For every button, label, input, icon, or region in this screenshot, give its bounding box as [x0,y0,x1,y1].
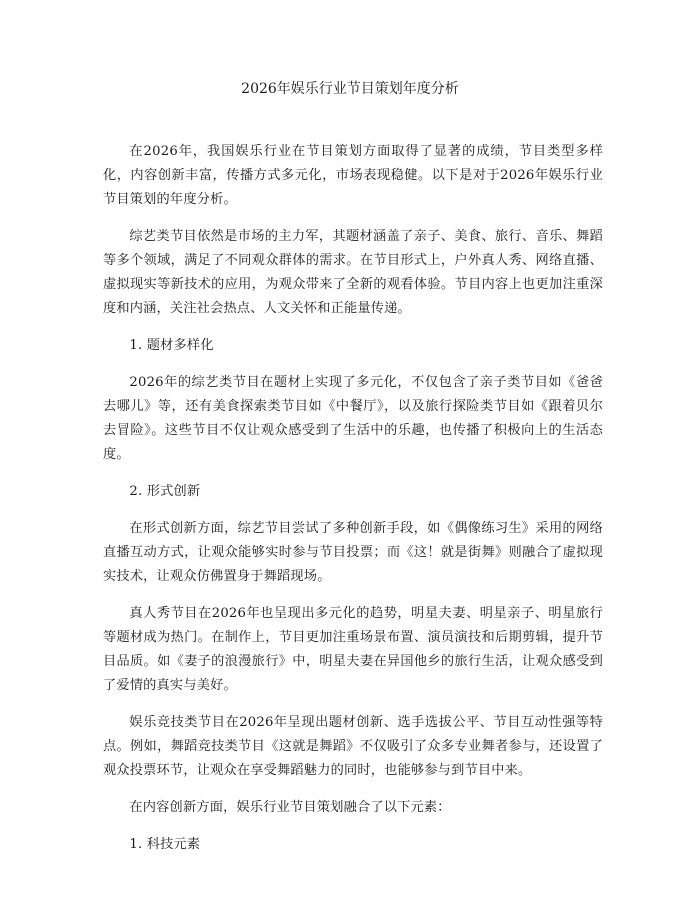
document-body [103,140,603,870]
section-heading-format-innovation: 2. 形式创新 [129,484,201,499]
paragraph-format-innovation: 在形式创新方面，综艺节目尝试了多种创新手段，如《偶像练习生》采用的网络直播互动方式，让观众能够实时参与节目投票；而《这！就是街舞》则融合了虚拟现实技术，让观众仿佛置身于舞蹈现场。 [103,521,603,584]
document-title: 2026年娱乐行业节目策划年度分析 [241,81,459,97]
paragraph-competition-shows: 娱乐竞技类节目在2026年呈现出题材创新、选手选拔公平、节目互动性强等特点。例如，舞蹈竞技类节目《这就是舞蹈》不仅吸引了众多专业舞者参与，还设置了观众投票环节，让观众在享受舞蹈魅力的同时，也能够参与到节目中来。 [103,715,603,778]
section-heading-theme-diversity: 1. 题材多样化 [129,338,214,353]
paragraph-reality-shows: 真人秀节目在2026年也呈现出多元化的趋势，明星夫妻、明星亲子、明星旅行等题材成为热门。在制作上，节目更加注重场景布置、演员演技和后期剪辑，提升节目品质。如《妻子的浪漫旅行》中，明星夫妻在异国他乡的旅行生活，让观众感受到了爱情的真实与美好。 [103,606,603,693]
paragraph-intro: 在2026年，我国娱乐行业在节目策划方面取得了显著的成绩，节目类型多样化，内容创新丰富，传播方式多元化，市场表现稳健。以下是对于2026年娱乐行业节目策划的年度分析。 [103,144,603,207]
paragraph-variety-shows: 综艺类节目依然是市场的主力军，其题材涵盖了亲子、美食、旅行、音乐、舞蹈等多个领域，满足了不同观众群体的需求。在节目形式上，户外真人秀、网络直播、虚拟现实等新技术的应用，为观众带来了全新的观看体验。节目内容上也更加注重深度和内涵，关注社会热点、人文关怀和正能量传递。 [103,229,603,316]
paragraph-content-innovation: 在内容创新方面，娱乐行业节目策划融合了以下元素： [129,800,451,815]
section-heading-tech-elements: 1. 科技元素 [129,837,201,852]
paragraph-theme-diversity: 2026年的综艺类节目在题材上实现了多元化，不仅包含了亲子类节目如《爸爸去哪儿》等，还有美食探索类节目如《中餐厅》，以及旅行探险类节目如《跟着贝尔去冒险》。这些节目不仅让观众感受到了生活中的乐趣，也传播了积极向上的生活态度。 [103,375,603,462]
